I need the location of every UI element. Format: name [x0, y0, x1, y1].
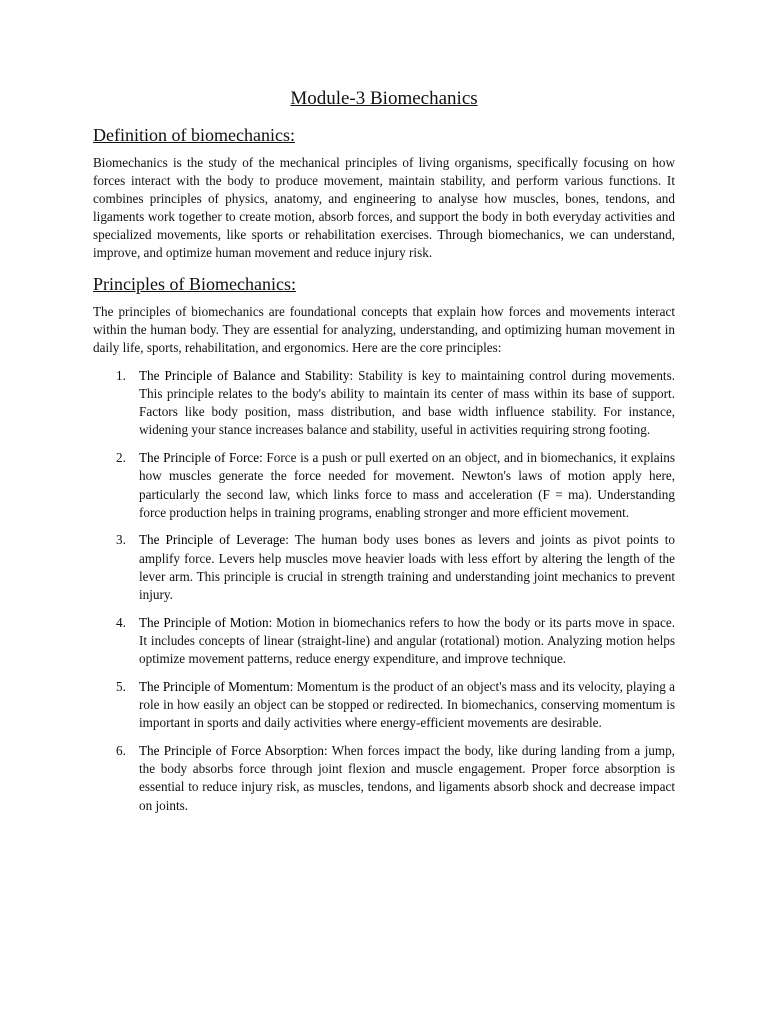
principles-section: [93, 273, 675, 815]
principle-term: The Principle of Motion: [139, 614, 269, 630]
principle-item-force-absorption: [116, 742, 675, 815]
list-number: 6.: [116, 743, 126, 758]
principle-text: : Force is a push or pull exerted on an object, and in biomechanics, it explains how muscles generate the force needed for movement. Newton's laws of motion apply here, particularly the second law, which links force to mass and acceleration (F = ma). Understanding force production helps in training programs, enabling stronger and more efficient movement.: [139, 450, 675, 520]
principle-term: The Principle of Leverage: [139, 532, 286, 548]
definition-body: Biomechanics is the study of the mechanical principles of living organisms, specifically focusing on how forces interact with the body to produce movement, maintain stability, and perform various functions. It combines principles of physics, anatomy, and engineering to analyse how muscles, bones, tendons, and ligaments work together to create motion, absorb forces, and support the body in both everyday activities and specialized movements, like sports or rehabilitation exercises. Through biomechanics, we can understand, improve, and optimize human movement and reduce injury risk.: [93, 155, 675, 261]
principle-item-motion: [116, 614, 676, 669]
principle-text: : The human body uses bones as levers and joints as pivot points to amplify force. Levers help muscles move heavier loads with less effort by altering the length of the lever arm. This principle is crucial in strength training and understanding joint mechanics to prevent injury.: [139, 532, 675, 603]
list-number: 2.: [116, 450, 126, 466]
principles-intro: The principles of biomechanics are foundational concepts that explain how forces and movements interact within the human body. They are essential for analyzing, understanding, and optimizing human movement in daily life, sports, rehabilitation, and ergonomics. Here are the core principles:: [93, 303, 675, 355]
principle-text: : Motion in biomechanics refers to how the body or its parts move in space. It includes concepts of linear (straight-line) and angular (rotational) motion. Analyzing motion helps optimize movement patterns, reduce energy expenditure, and improve technique.: [139, 614, 676, 667]
principles-heading: Principles of Biomechanics:: [93, 273, 296, 294]
definition-heading: Definition of biomechanics:: [93, 125, 295, 145]
principle-item-momentum: [116, 678, 676, 733]
list-number: 1.: [116, 367, 126, 383]
list-number: 3.: [116, 532, 126, 548]
principles-list: [93, 367, 675, 815]
principle-term: The Principle of Force: [139, 450, 260, 466]
principle-text: : Momentum is the product of an object's mass and its velocity, playing a role in how easily an object can be stopped or redirected. In biomechanics, conserving momentum is important in sports and daily activities where energy-efficient movements are desirable.: [139, 678, 676, 731]
principle-item-leverage: [116, 531, 675, 604]
principle-term: The Principle of Force Absorption: [139, 743, 324, 758]
definition-section: [93, 124, 675, 263]
document-title: Module-3 Biomechanics: [290, 88, 478, 109]
principle-term: The Principle of Balance and Stability: [139, 367, 350, 383]
principle-term: The Principle of Momentum: [139, 678, 290, 694]
principle-item-force: [116, 449, 675, 522]
principle-text: : Stability is key to maintaining control during movements. This principle relates to the body's ability to maintain its center of mass within its base of support. Factors like body position, mass distribution, and base width influence stability. For instance, widening your stance increases balance and stability, useful in activities requiring strong footing.: [139, 367, 676, 438]
list-number: 5.: [116, 678, 126, 694]
principle-item-balance-stability: [116, 367, 676, 440]
principle-text: : When forces impact the body, like during landing from a jump, the body absorbs force through joint flexion and muscle engagement. Proper force absorption is essential to reduce injury risk, as muscles, tendons, and ligaments absorb shock and decrease impact on joints.: [139, 743, 675, 813]
list-number: 4.: [116, 614, 126, 630]
